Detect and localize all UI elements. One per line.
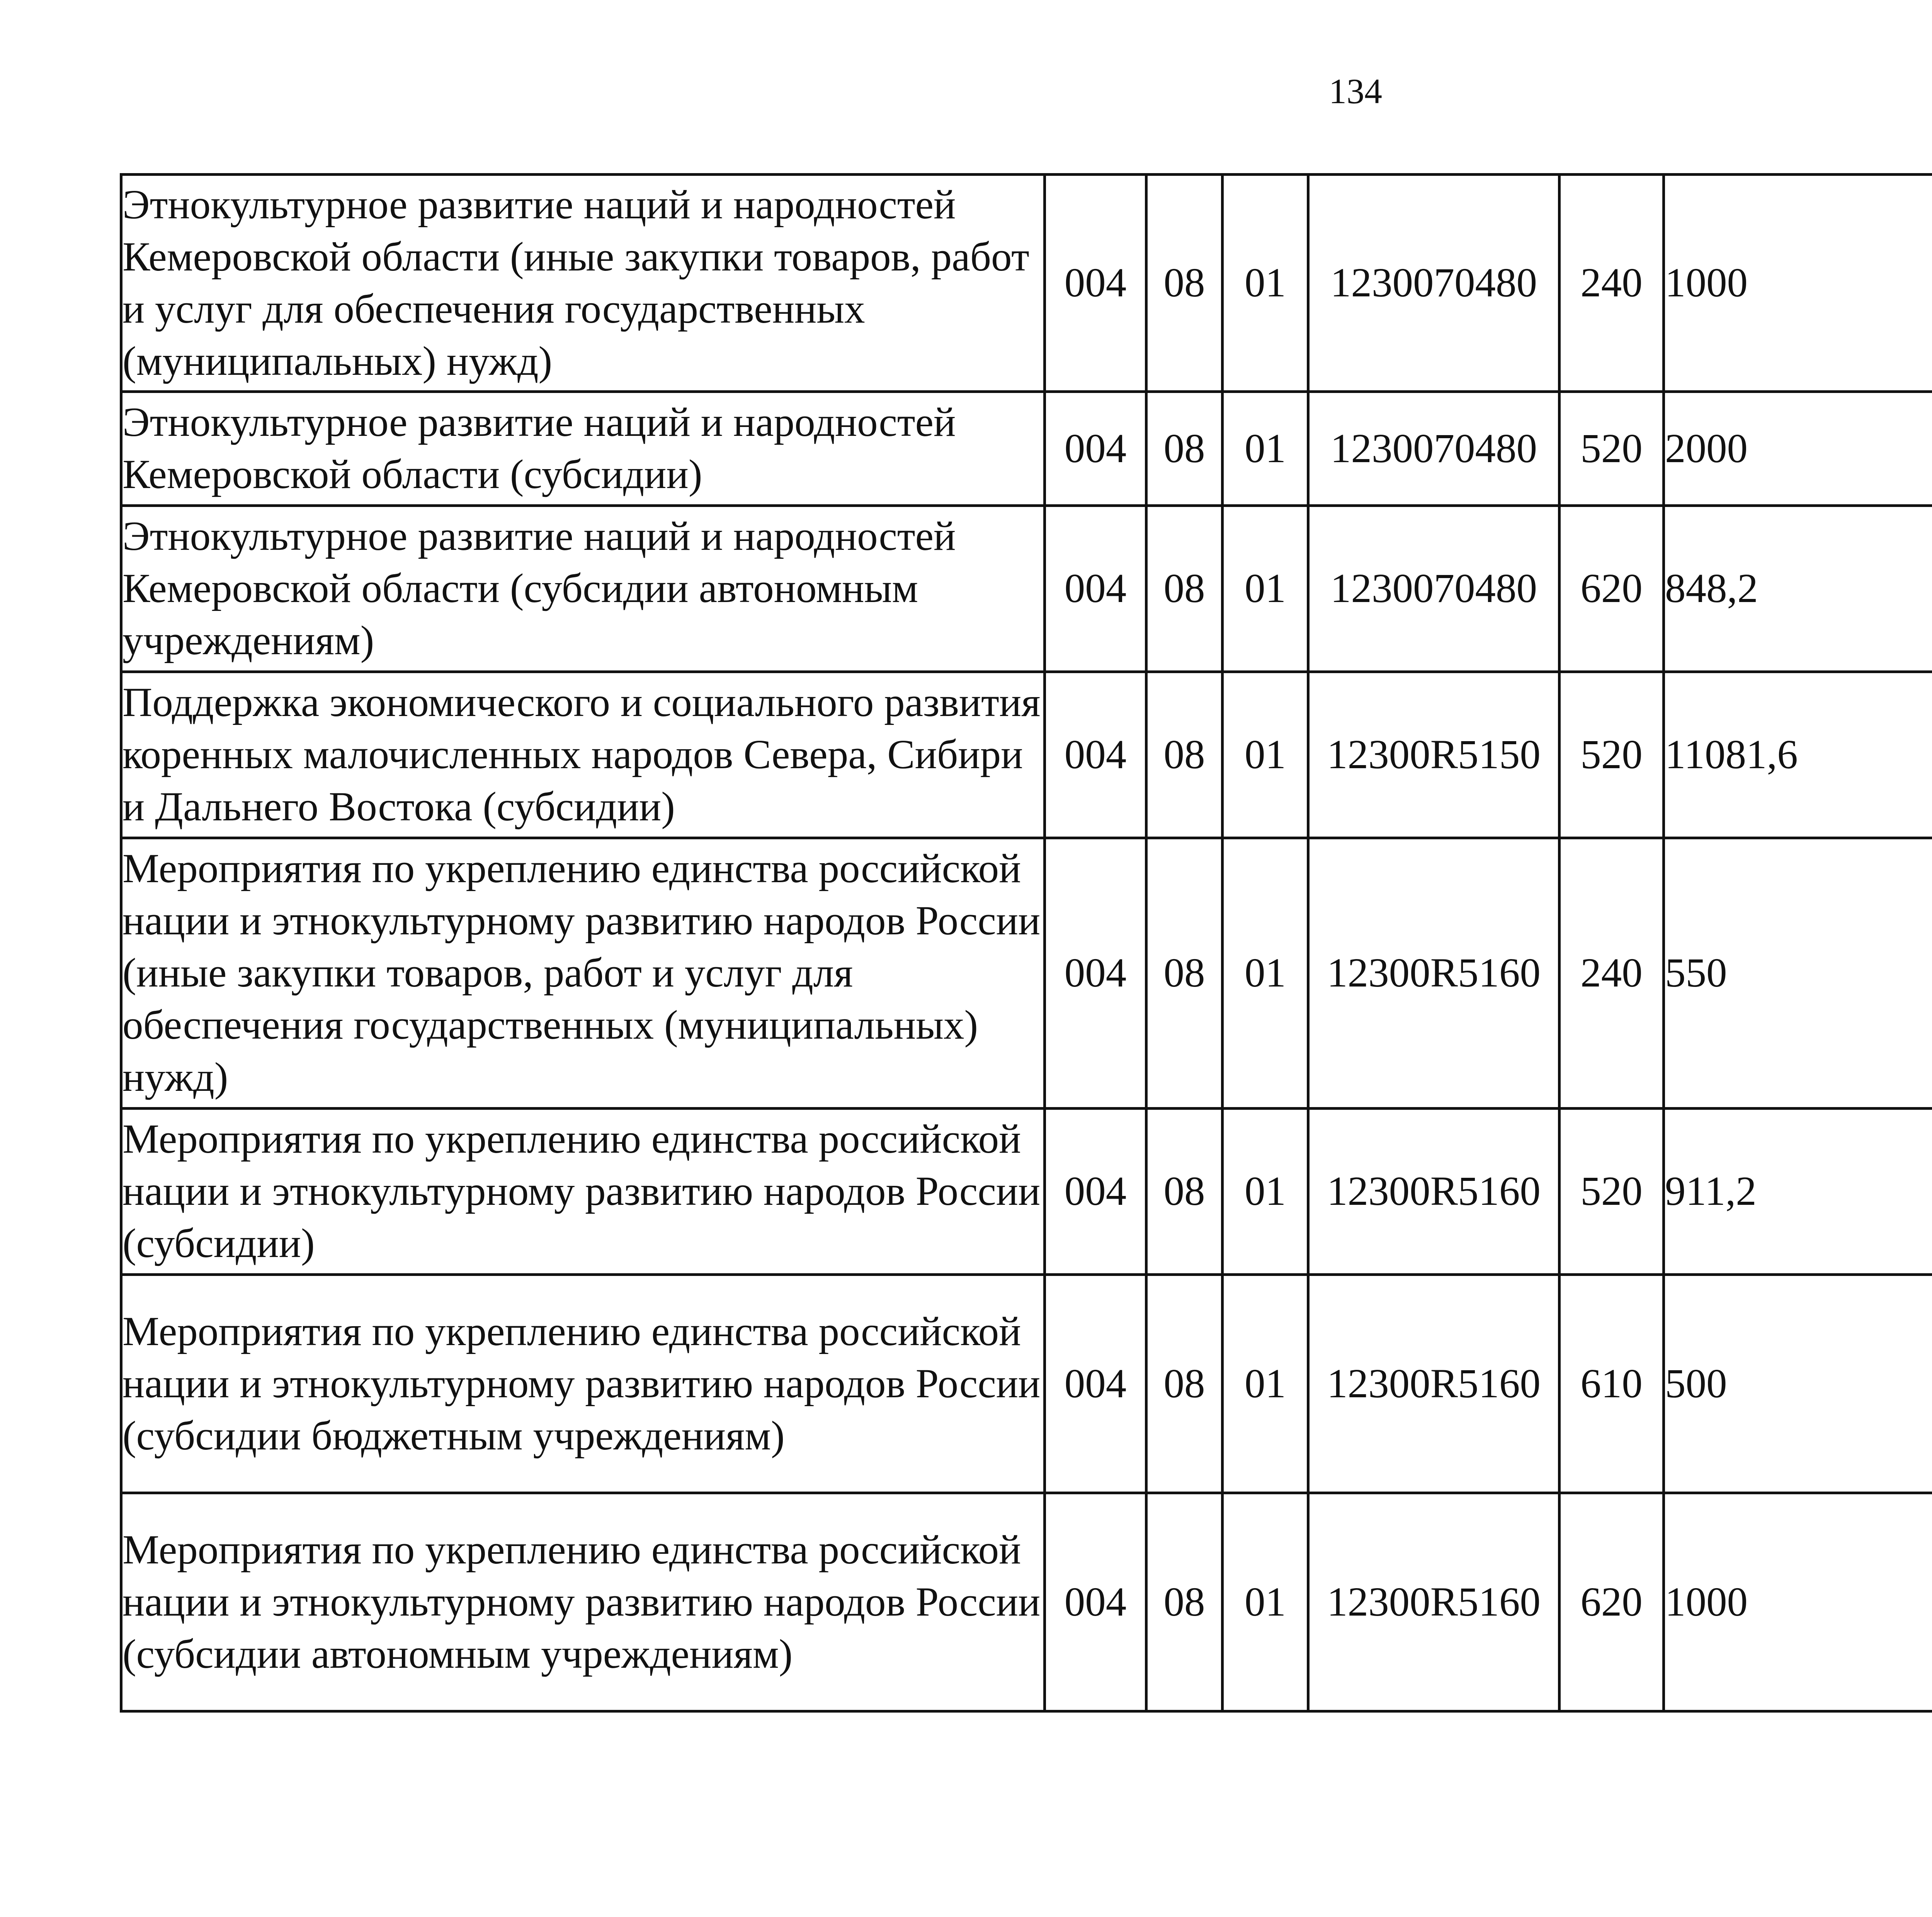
section-code: 08 xyxy=(1146,1109,1223,1275)
amount-1: 1000 xyxy=(1664,1493,1932,1711)
amount-1: 2000 xyxy=(1664,392,1932,506)
row-description: Мероприятия по укреплению единства российской нации и этнокультурному развитию народов России (субсидии бюджетным учреждениям) xyxy=(121,1275,1045,1493)
row-description: Мероприятия по укреплению единства российской нации и этнокультурному развитию народов России (субсидии автономным учреждениям) xyxy=(121,1493,1045,1711)
row-description: Этнокультурное развитие наций и народностей Кемеровской области (субсидии автономным учреждениям) xyxy=(121,506,1045,672)
budget-table xyxy=(120,173,1932,1713)
row-description: Этнокультурное развитие наций и народностей Кемеровской области (иные закупки товаров, работ и услуг для обеспечения государственных (муниципальных) нужд) xyxy=(121,175,1045,392)
target-article-code: 12300R5160 xyxy=(1308,1493,1560,1711)
amount-1: 1000 xyxy=(1664,175,1932,392)
expense-type-code: 620 xyxy=(1560,1493,1664,1711)
ministry-code: 004 xyxy=(1045,1493,1146,1711)
expense-type-code: 610 xyxy=(1560,1275,1664,1493)
row-description: Мероприятия по укреплению единства российской нации и этнокультурному развитию народов России (иные закупки товаров, работ и услуг для обеспечения государственных (муниципальных) нужд) xyxy=(121,838,1045,1109)
table-row xyxy=(121,506,1932,672)
page-number: 134 xyxy=(1329,71,1382,111)
table-row xyxy=(121,175,1932,392)
section-code: 08 xyxy=(1146,1493,1223,1711)
subsection-code: 01 xyxy=(1223,838,1308,1109)
ministry-code: 004 xyxy=(1045,1109,1146,1275)
section-code: 08 xyxy=(1146,506,1223,672)
amount-1: 11081,6 xyxy=(1664,672,1932,838)
target-article-code: 1230070480 xyxy=(1308,506,1560,672)
expense-type-code: 520 xyxy=(1560,1109,1664,1275)
amount-1: 911,2 xyxy=(1664,1109,1932,1275)
table-row xyxy=(121,838,1932,1109)
subsection-code: 01 xyxy=(1223,1493,1308,1711)
subsection-code: 01 xyxy=(1223,1109,1308,1275)
row-description: Этнокультурное развитие наций и народностей Кемеровской области (субсидии) xyxy=(121,392,1045,506)
subsection-code: 01 xyxy=(1223,506,1308,672)
section-code: 08 xyxy=(1146,175,1223,392)
subsection-code: 01 xyxy=(1223,392,1308,506)
target-article-code: 1230070480 xyxy=(1308,175,1560,392)
section-code: 08 xyxy=(1146,838,1223,1109)
table-row xyxy=(121,672,1932,838)
section-code: 08 xyxy=(1146,672,1223,838)
target-article-code: 12300R5160 xyxy=(1308,1275,1560,1493)
table-row xyxy=(121,392,1932,506)
ministry-code: 004 xyxy=(1045,838,1146,1109)
subsection-code: 01 xyxy=(1223,175,1308,392)
table-row xyxy=(121,1493,1932,1711)
ministry-code: 004 xyxy=(1045,392,1146,506)
expense-type-code: 520 xyxy=(1560,392,1664,506)
ministry-code: 004 xyxy=(1045,506,1146,672)
table-row xyxy=(121,1109,1932,1275)
subsection-code: 01 xyxy=(1223,672,1308,838)
amount-1: 500 xyxy=(1664,1275,1932,1493)
section-code: 08 xyxy=(1146,392,1223,506)
amount-1: 848,2 xyxy=(1664,506,1932,672)
row-description: Мероприятия по укреплению единства российской нации и этнокультурному развитию народов России (субсидии) xyxy=(121,1109,1045,1275)
target-article-code: 12300R5150 xyxy=(1308,672,1560,838)
table-row xyxy=(121,1275,1932,1493)
expense-type-code: 240 xyxy=(1560,838,1664,1109)
subsection-code: 01 xyxy=(1223,1275,1308,1493)
target-article-code: 1230070480 xyxy=(1308,392,1560,506)
section-code: 08 xyxy=(1146,1275,1223,1493)
row-description: Поддержка экономического и социального развития коренных малочисленных народов Севера, Сибири и Дальнего Востока (субсидии) xyxy=(121,672,1045,838)
target-article-code: 12300R5160 xyxy=(1308,1109,1560,1275)
ministry-code: 004 xyxy=(1045,175,1146,392)
expense-type-code: 240 xyxy=(1560,175,1664,392)
ministry-code: 004 xyxy=(1045,672,1146,838)
ministry-code: 004 xyxy=(1045,1275,1146,1493)
expense-type-code: 620 xyxy=(1560,506,1664,672)
amount-1: 550 xyxy=(1664,838,1932,1109)
target-article-code: 12300R5160 xyxy=(1308,838,1560,1109)
expense-type-code: 520 xyxy=(1560,672,1664,838)
